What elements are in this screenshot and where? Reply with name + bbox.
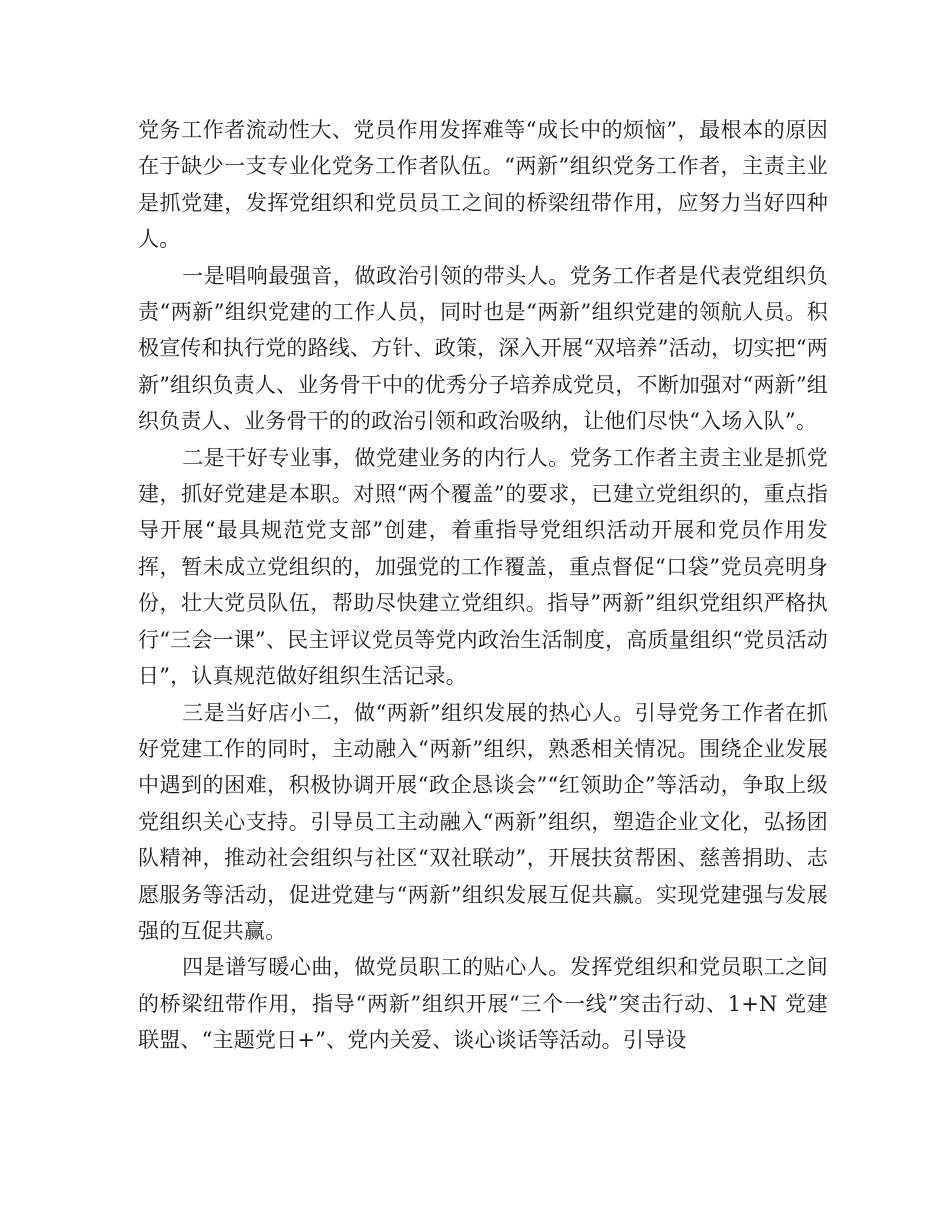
paragraph-intro-continuation: 党务工作者流动性大、党员作用发挥难等“成长中的烦恼”，最根本的原因在于缺少一支专业化党务工作者队伍。“两新”组织党务工作者，主责主业是抓党建，发挥党组织和党员员工之间的桥梁纽带作用，应努力当好四种人。 <box>138 118 828 252</box>
paragraph-point-three: 三是当好店小二，做“两新”组织发展的热心人。引导党务工作者在抓好党建工作的同时，主动融入“两新”组织，熟悉相关情况。围绕企业发展中遇到的困难，积极协调开展“政企恳谈会”“红领助企”等活动，争取上级党组织关心支持。引导员工主动融入“两新”组织，塑造企业文化，弘扬团队精神，推动社会组织与社区“双社联动”，开展扶贫帮困、慈善捐助、志愿服务等活动，促进党建与“两新”组织发展互促共赢。实现党建强与发展强的互促共赢。 <box>138 700 828 943</box>
document-body <box>138 112 828 1059</box>
paragraph-point-four: 四是谱写暖心曲，做党员职工的贴心人。发挥党组织和党员职工之间的桥梁纽带作用，指导“两新”组织开展“三个一线”突击行动、1+N 党建联盟、“主题党日+”、党内关爱、谈心谈话等活动。引导设 <box>138 955 828 1053</box>
paragraph-point-one: 一是唱响最强音，做政治引领的带头人。党务工作者是代表党组织负责“两新”组织党建的工作人员，同时也是“两新”组织党建的领航人员。积极宣传和执行党的路线、方针、政策，深入开展“双培养”活动，切实把“两新”组织负责人、业务骨干中的优秀分子培养成党员，不断加强对“两新”组织负责人、业务骨干的的政治引领和政治吸纳，让他们尽快“入场入队”。 <box>138 263 829 434</box>
paragraph-point-two: 二是干好专业事，做党建业务的内行人。党务工作者主责主业是抓党建，抓好党建是本职。对照“两个覆盖”的要求，已建立党组织的，重点指导开展“最具规范党支部”创建，着重指导党组织活动开展和党员作用发挥，暂未成立党组织的，加强党的工作覆盖，重点督促“口袋”党员亮明身份，壮大党员队伍，帮助尽快建立党组织。指导”两新”组织党组织严格执行“三会一课”、民主评议党员等党内政治生活制度，高质量组织“党员活动日”，认真规范做好组织生活记录。 <box>138 445 829 689</box>
